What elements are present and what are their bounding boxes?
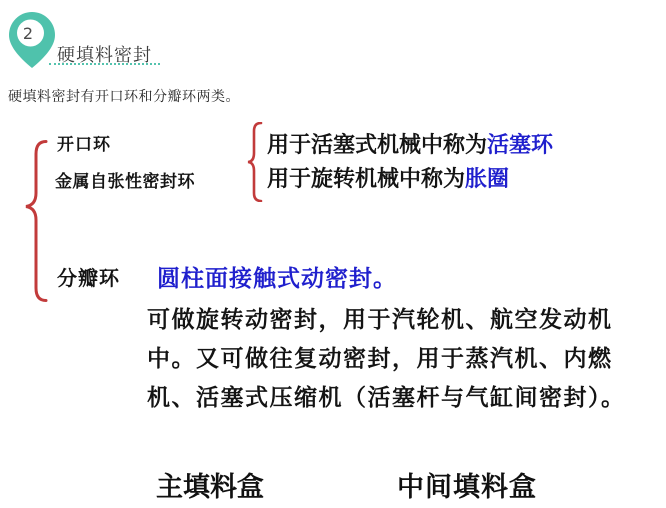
split-ring-label: 分瓣环: [57, 266, 120, 290]
branch-piston-prefix: 用于活塞式机械中称为: [267, 132, 488, 158]
caption-main-stuffing-box: 主填料盒: [156, 472, 264, 503]
section-title: 硬填料密封: [57, 45, 152, 66]
branch-rotary-term: 胀圈: [465, 166, 510, 192]
branch-rotary-line: [267, 162, 509, 193]
caption-intermediate-stuffing-box: 中间填料盒: [397, 472, 537, 503]
big-brace: [17, 140, 49, 302]
split-ring-description: [147, 300, 659, 417]
open-ring-label: 开口环: [57, 135, 111, 155]
branch-piston-term: 活塞环: [487, 132, 554, 158]
small-brace: [244, 122, 264, 202]
description-line-2: 中。又可做往复动密封，用于蒸汽机、内燃: [147, 345, 613, 372]
metal-self-tension-label: 金属自张性密封环: [55, 172, 195, 192]
location-pin-icon: [8, 11, 56, 69]
branch-piston-line: [267, 128, 553, 159]
intro-sentence: 硬填料密封有开口环和分瓣环两类。: [8, 89, 240, 105]
branch-rotary-prefix: 用于旋转机械中称为: [267, 166, 466, 192]
pin-number: 2: [22, 24, 34, 43]
description-line-1: 可做旋转动密封，用于汽轮机、航空发动机: [147, 306, 613, 333]
title-dotted-underline: [49, 63, 160, 65]
split-ring-definition: 圆柱面接触式动密封。: [157, 265, 397, 292]
description-line-3: 机、活塞式压缩机（活塞杆与气缸间密封）。: [147, 384, 626, 411]
